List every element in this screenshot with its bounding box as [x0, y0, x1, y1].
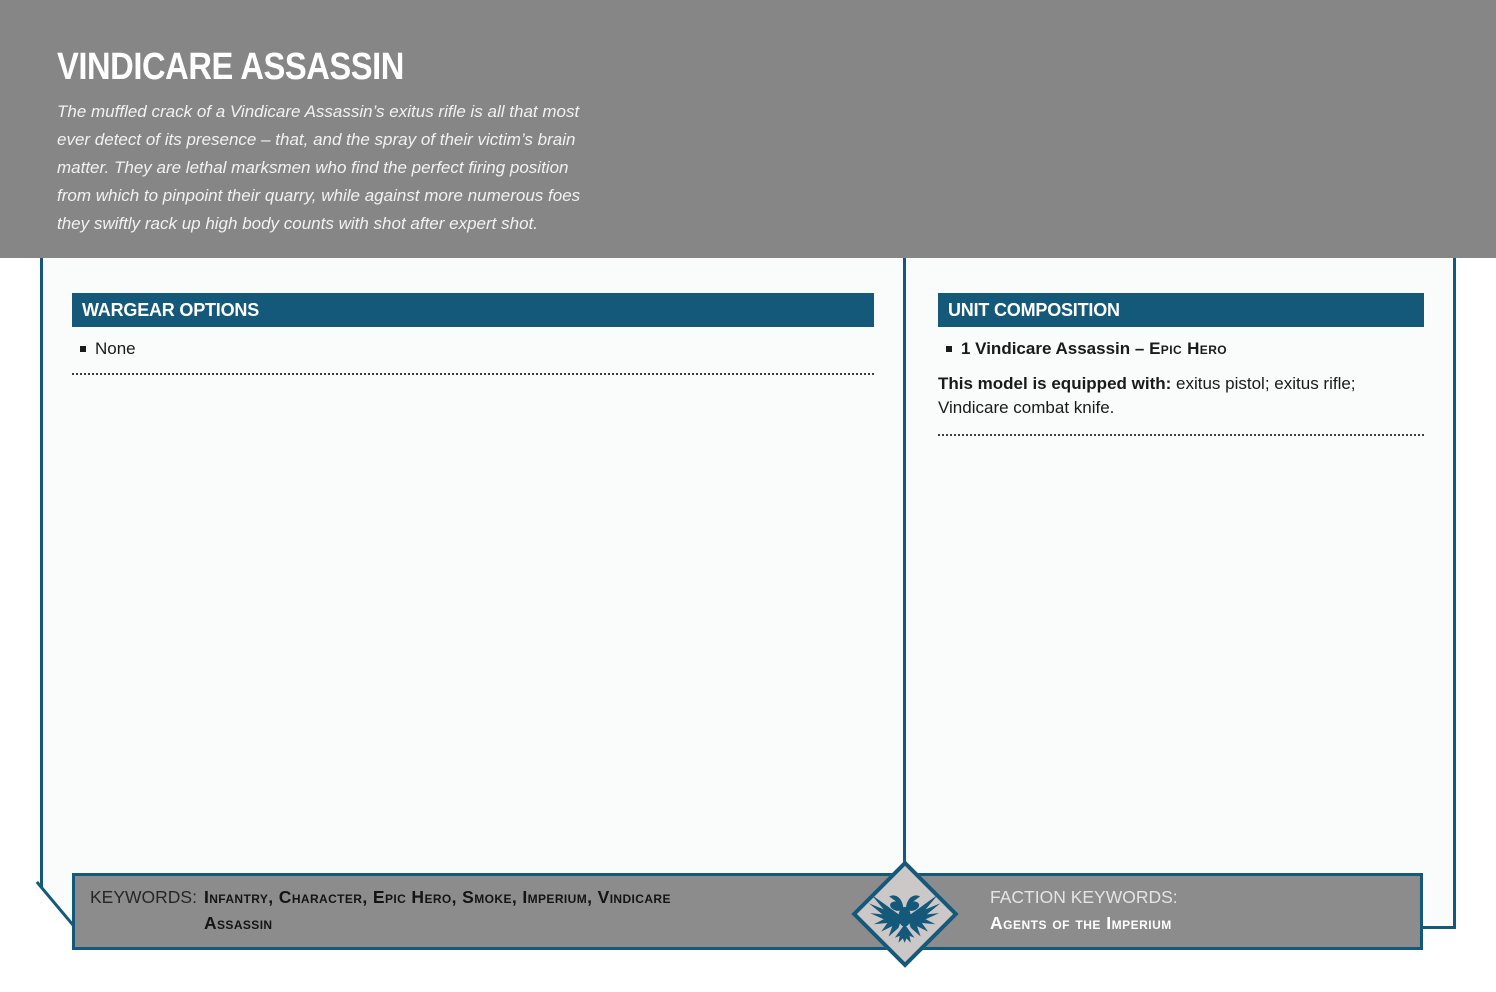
bullet-square-icon — [80, 346, 86, 352]
unit-composition-header: UNIT COMPOSITION — [938, 293, 1424, 327]
keywords-block — [90, 884, 709, 936]
equipment-text: exitus pistol; exitus rifle; Vindicare combat knife. — [938, 374, 1356, 417]
equipment-paragraph — [938, 372, 1424, 420]
faction-keywords-block — [990, 884, 1178, 936]
keywords-label: KEYWORDS: — [90, 887, 197, 907]
aquila-double-headed-eagle-icon — [868, 886, 942, 943]
unit-name: 1 Vindicare Assassin – — [961, 339, 1150, 358]
page-title: VINDICARE ASSASSIN — [57, 46, 404, 88]
flavor-line: from which to pinpoint their quarry, while against more numerous foes — [57, 186, 581, 205]
unit-composition-text — [961, 339, 1227, 359]
unit-composition-section — [938, 293, 1424, 436]
list-item — [938, 339, 1424, 359]
wargear-option-text: None — [95, 339, 136, 358]
keywords-text: Infantry, Character, Epic Hero, Smoke, Imperium, Vindicare Assassin — [203, 887, 671, 933]
wargear-options-section — [72, 293, 874, 375]
unit-role: Epic Hero — [1149, 339, 1228, 358]
bullet-square-icon — [946, 346, 952, 352]
keywords-bar — [72, 873, 1423, 950]
unit-composition-body — [938, 327, 1424, 436]
flavor-line: ever detect of its presence – that, and the spray of their victim’s brain — [57, 130, 576, 149]
faction-keywords-text: Agents of the Imperium — [990, 913, 1172, 933]
equipment-label: This model is equipped with: — [938, 374, 1172, 393]
flavor-line: they swiftly rack up high body counts with shot after expert shot. — [57, 214, 538, 233]
faction-keywords-label: FACTION KEYWORDS: — [990, 887, 1178, 907]
flavor-line: The muffled crack of a Vindicare Assassin’s exitus rifle is all that most — [57, 102, 580, 121]
flavor-line: matter. They are lethal marksmen who find the perfect firing position — [57, 158, 569, 177]
flavor-text — [57, 98, 697, 238]
column-divider — [903, 258, 906, 873]
wargear-options-body — [72, 327, 874, 375]
wargear-options-header: WARGEAR OPTIONS — [72, 293, 874, 327]
header-band — [0, 0, 1496, 258]
list-item — [72, 339, 874, 359]
